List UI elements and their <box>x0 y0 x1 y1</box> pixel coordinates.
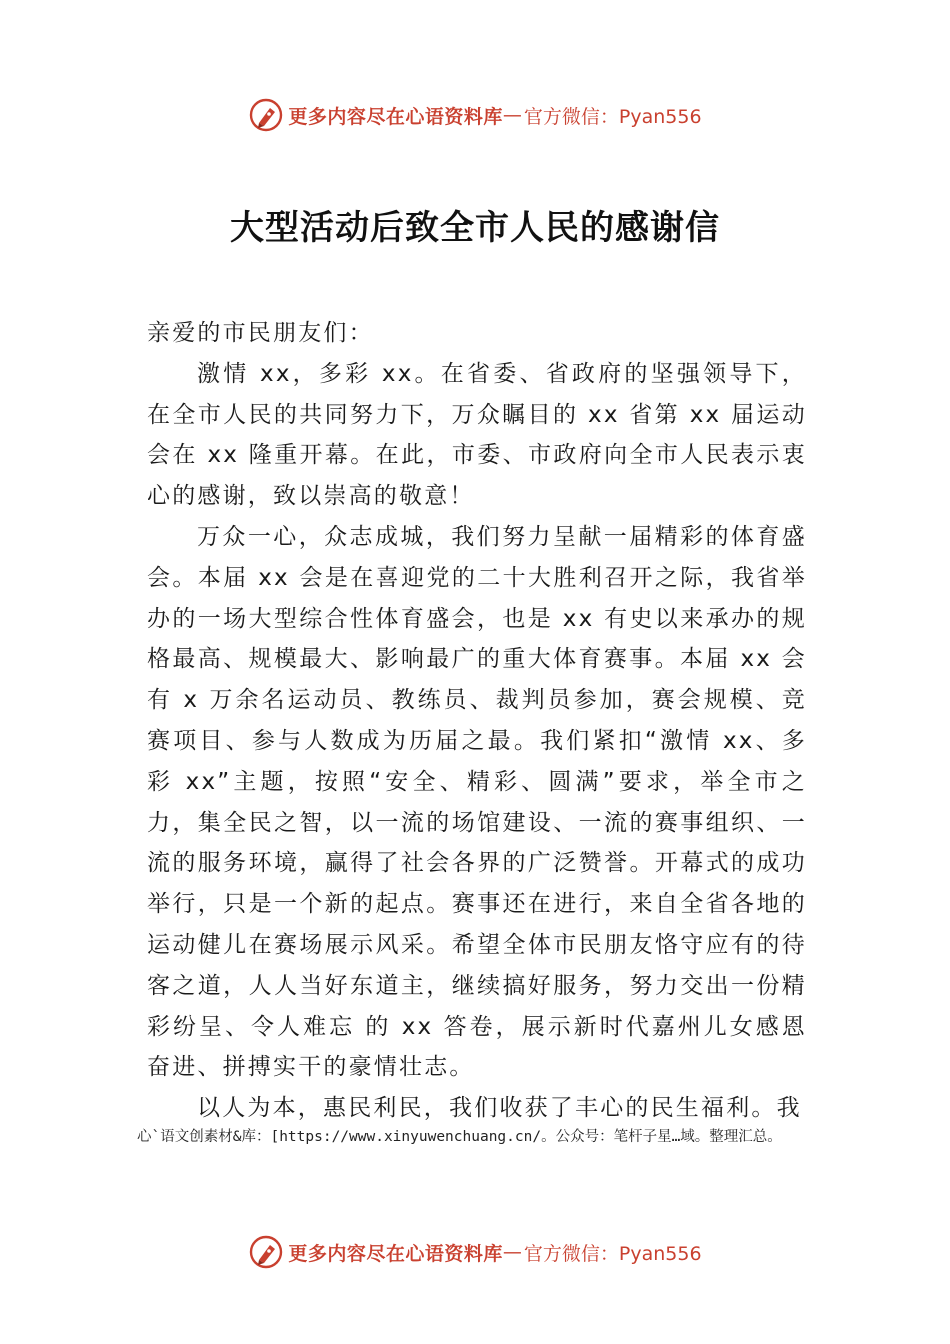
paragraph-3: 以人为本，惠民利民，我们收获了丰心的民生福利。我 <box>197 1095 802 1122</box>
pen-nib-logo-icon <box>248 97 284 133</box>
pen-nib-logo-icon <box>248 1234 284 1270</box>
header-banner <box>0 95 950 135</box>
banner-brand-text: 更多内容尽在心语资料库 <box>288 1242 503 1265</box>
banner-wechat-text: 官方微信：Pyan556 <box>523 1242 702 1265</box>
letter-body <box>147 313 807 1129</box>
banner-wechat-text: 官方微信：Pyan556 <box>523 105 702 128</box>
salutation: 亲爱的市民朋友们： <box>147 320 374 346</box>
banner-separator: — <box>502 1241 522 1263</box>
document-title: 大型活动后致全市人民的感谢信 <box>230 208 720 248</box>
banner-separator: — <box>502 104 522 126</box>
source-footnote: 心`语文创素材&库：[https://www.xinyuwenchuang.cn/。公众号：笔杆子星…域。整理汇总。 <box>137 1129 782 1145</box>
paragraph-1: 激情 xx，多彩 xx。在省委、省政府的坚强领导下，在全市人民的共同努力下，万众瞩目的 xx 省第 xx 届运动会在 xx 隆重开幕。在此，市委、市政府向全市人民表示衷心的感谢，致以崇高的敬意！ <box>147 360 807 510</box>
paragraph-2: 万众一心，众志成城，我们努力呈献一届精彩的体育盛会。本届 xx 会是在喜迎党的二十大胜利召开之际，我省举办的一场大型综合性体育盛会，也是 xx 有史以来承办的规格最高、规模最大、影响最广的重大体育赛事。本届 xx 会有 x 万余名运动员、教练员、裁判员参加，赛会规模、竞赛项目、参与人数成为历届之最。我们紧扣“激情 xx、多彩 xx”主题，按照“安全、精彩、圆满”要求，举全市之力，集全民之智，以一流的场馆建设、一流的赛事组织、一流的服务环境，赢得了社会各界的广泛赞誉。开幕式的成功举行，只是一个新的起点。赛事还在进行，来自全省各地的运动健儿在赛场展示风采。希望全体市民朋友恪守应有的待客之道，人人当好东道主，继续搞好服务，努力交出一份精彩纷呈、令人难忘 的 xx 答卷，展示新时代嘉州儿女感恩奋进、拼搏实干的豪情壮志。 <box>147 523 807 1081</box>
footer-banner <box>0 1232 950 1272</box>
banner-brand-text: 更多内容尽在心语资料库 <box>288 105 503 128</box>
